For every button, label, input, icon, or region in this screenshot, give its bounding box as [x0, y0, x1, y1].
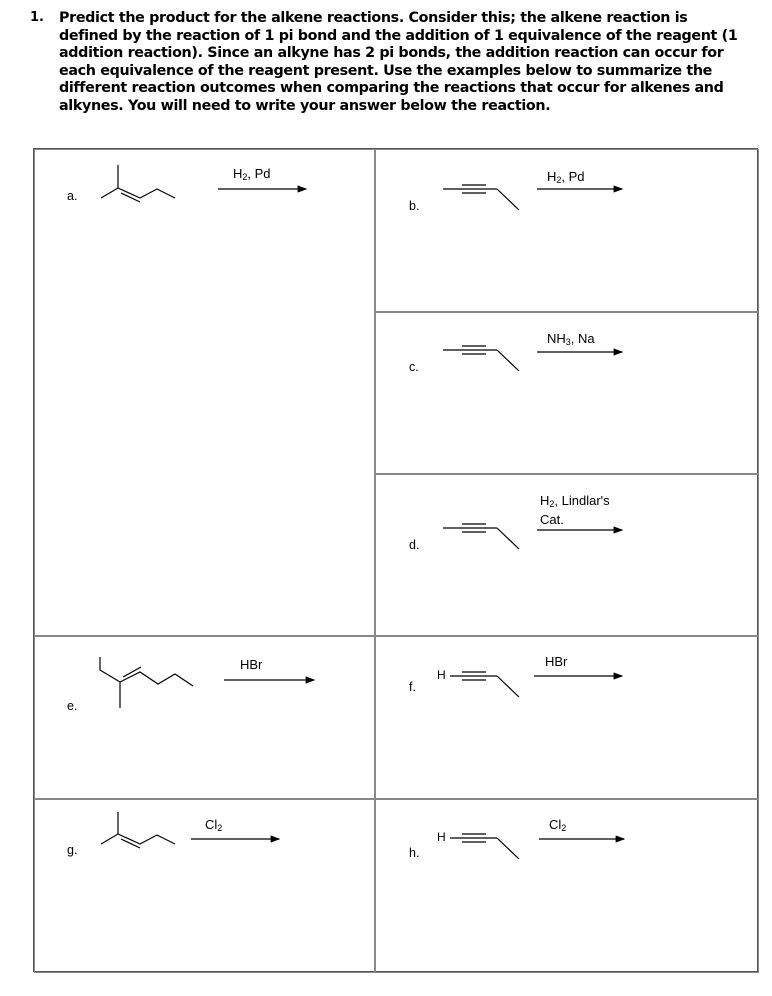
label-c: c. — [409, 360, 419, 374]
molecule-h-alkyne — [450, 834, 519, 859]
reagent-c-main: NH — [547, 331, 566, 346]
molecule-f-alkyne — [450, 672, 519, 697]
reagent-d-sub: 2 — [549, 499, 555, 509]
label-a: a. — [67, 189, 78, 203]
reagent-d-rest: , Lindlar's — [554, 493, 610, 508]
reagent-c-rest: , Na — [570, 331, 595, 346]
reagent-h — [549, 817, 566, 833]
molecule-d-alkyne — [443, 524, 519, 549]
reagent-c-sub: 3 — [565, 337, 571, 347]
question-text: Predict the product for the alkene reactions. Consider this; the alkene reaction is defined by the reaction of 1 pi bond and the addition of 1 equivalence of the reagent (1 addition reaction). Since an alkyne has 2 pi bonds, the addition reaction can occur for each equivalence of the reagent present. Use the examples below to summarize the different reaction outcomes when comparing the reactions that occur for alkenes and alkynes. You will need to write your answer below the reaction. — [59, 10, 738, 114]
reagent-g-sub: 2 — [217, 823, 223, 833]
molecule-g-alkene — [101, 812, 175, 848]
reagent-d-line2: Cat. — [540, 512, 564, 527]
reagent-c — [547, 331, 595, 347]
molecule-e-alkene — [100, 657, 193, 708]
reagent-h-main: Cl — [549, 817, 562, 832]
reagent-g-main: Cl — [205, 817, 218, 832]
reagent-a — [233, 166, 271, 182]
reagent-d-main: H — [540, 493, 550, 508]
reagent-a-main: H — [233, 166, 243, 181]
reagent-e: HBr — [240, 657, 263, 672]
label-b: b. — [409, 199, 420, 213]
reagent-a-rest: , Pd — [247, 166, 271, 181]
label-h: h. — [409, 846, 420, 860]
molecule-a-alkene — [101, 165, 175, 202]
reagent-g — [205, 817, 222, 833]
reagent-a-sub: 2 — [242, 172, 248, 182]
label-d: d. — [409, 538, 420, 552]
label-e: e. — [67, 699, 78, 713]
reagent-b-rest: , Pd — [561, 169, 585, 184]
reagent-b-sub: 2 — [556, 175, 562, 185]
molecule-c-alkyne — [443, 346, 519, 371]
reagent-h-sub: 2 — [561, 823, 567, 833]
label-g: g. — [67, 843, 78, 857]
reagent-f: HBr — [545, 654, 568, 669]
molecule-b-alkyne — [443, 185, 519, 210]
h-atom-h: H — [437, 830, 446, 844]
label-f: f. — [409, 680, 416, 694]
question-number: 1. — [30, 10, 44, 25]
reagent-b-main: H — [547, 169, 557, 184]
reagent-b — [547, 169, 585, 185]
reagent-d — [540, 493, 610, 527]
h-atom-f: H — [437, 668, 446, 682]
